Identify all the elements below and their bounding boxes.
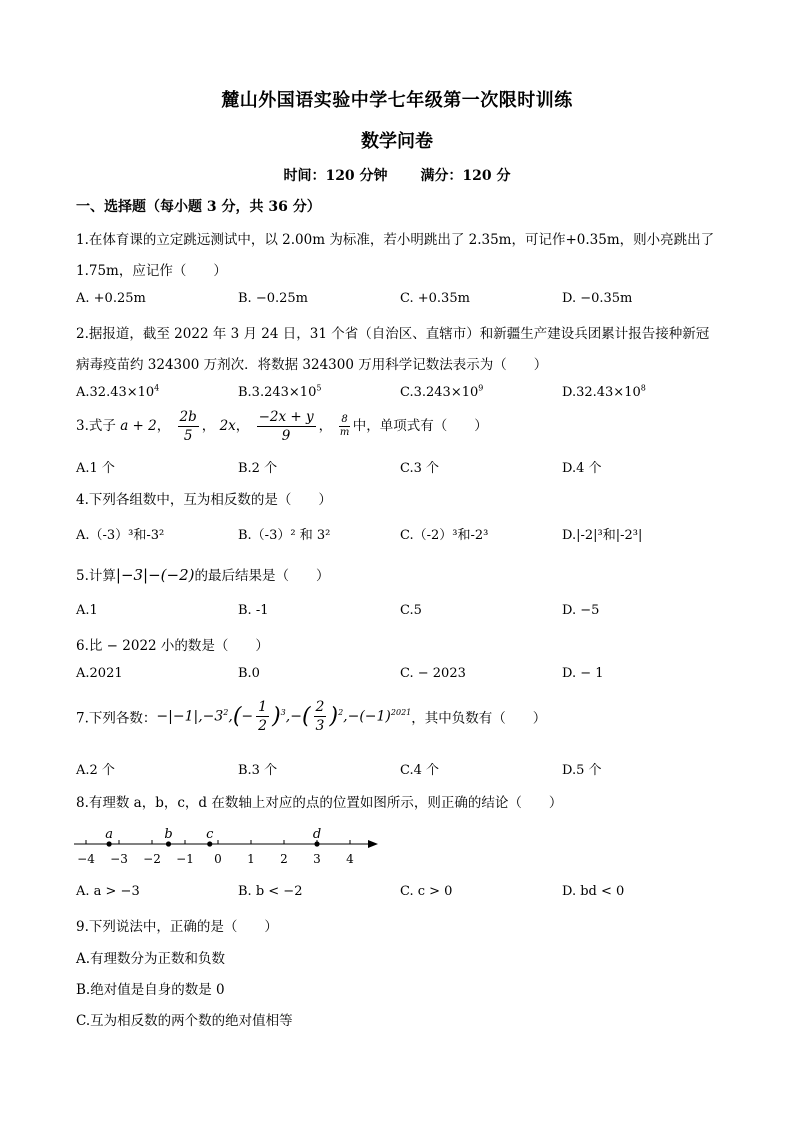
q8-option-a: A. a > −3 [76, 884, 140, 899]
q3-fraction-expr-over-9: $\frac{-2x + y}{9}$ [258, 409, 314, 444]
point-b [166, 841, 171, 846]
q1-stem-line2: 1.75m，应记作（ ） [76, 263, 227, 279]
tick-label: 0 [214, 852, 222, 866]
q2-option-a: $A.32.43\times 10^4$ [76, 383, 160, 400]
point-label-c: c [206, 827, 214, 842]
q1-option-b: B. −0.25m [238, 291, 308, 306]
q7-option-c: C.4 个 [400, 763, 440, 778]
q1-option-a: A. +0.25m [76, 291, 146, 306]
q4-option-b: B.（-3）² 和 3² [238, 528, 331, 543]
q2-option-d: $D.32.43\times 10^8$ [562, 383, 646, 400]
tick-label: −1 [176, 852, 194, 866]
q3-option-c: C.3 个 [400, 461, 440, 476]
q9-option-b: B.绝对值是自身的数是 0 [76, 982, 225, 998]
q8-option-d: D. bd < 0 [562, 884, 625, 899]
q3-option-a: A.1 个 [76, 461, 115, 476]
q1-stem-line1: 1.在体育课的立定跳远测试中，以 2.00m 为标准，若小明跳出了 2.35m，可记作+0.35m，则小亮跳出了 [76, 232, 715, 248]
q3-option-d: D.4 个 [562, 461, 602, 476]
q7-option-a: A.2 个 [76, 763, 115, 778]
tick-label: 3 [313, 852, 321, 866]
q3-stem: 3.式子 a + 2， $\frac{2b}{5}$ ， 2x， $\frac{-2x + y}{9}$ ， $\frac{8}{m}$ 中，单项式有（ ） [76, 409, 488, 444]
exam-subtitle: 数学问卷 [361, 131, 433, 152]
tick-label: 2 [280, 852, 288, 866]
q5-option-d: D. −5 [562, 603, 600, 618]
q5-expression: |−3|−(−2) [115, 566, 195, 584]
point-label-d: d [312, 827, 322, 842]
q7-option-d: D.5 个 [562, 763, 602, 778]
q7-stem: 7.下列各数：$-|-1|,-3^2,(-$ $\frac{1}{2}$ )$^3$,−( $\frac{2}{3}$ )$^2,-(-1)^{2021}$，其中负数有（ ） [76, 699, 547, 734]
exam-score: 满分：120 分 [420, 168, 511, 184]
q9-option-a: A.有理数分为正数和负数 [76, 951, 226, 967]
q6-option-d: D. − 1 [562, 666, 604, 681]
q8-number-line [70, 822, 390, 872]
q6-option-b: B.0 [238, 666, 260, 681]
tick-label: 4 [346, 852, 354, 866]
q2-option-b: $B.3.243\times 10^5$ [238, 383, 322, 400]
q5-stem: 5.计算|−3|−(−2)的最后结果是（ ） [76, 566, 330, 584]
q5-option-a: A.1 [76, 603, 98, 618]
q8-option-c: C. c > 0 [400, 884, 453, 899]
axis-arrow-icon [368, 840, 378, 848]
q8-option-b: B. b < −2 [238, 884, 303, 899]
point-a [107, 841, 112, 846]
q1-option-d: D. −0.35m [562, 291, 633, 306]
point-d [314, 841, 319, 846]
q8-stem: 8.有理数 a，b，c，d 在数轴上对应的点的位置如图所示，则正确的结论（ ） [76, 795, 563, 811]
exam-title: 麓山外国语实验中学七年级第一次限时训练 [221, 90, 573, 111]
q3-fraction-8-over-m: $\frac{8}{m}$ [339, 414, 350, 438]
q4-stem: 4.下列各组数中，互为相反数的是（ ） [76, 492, 332, 508]
q5-option-c: C.5 [400, 603, 422, 618]
q7-option-b: B.3 个 [238, 763, 278, 778]
q4-option-c: C.（-2）³和-2³ [400, 528, 489, 543]
section-heading: 一、选择题（每小题 3 分，共 36 分） [76, 199, 321, 215]
q3-fraction-2b-over-5: $\frac{2b}{5}$ [179, 409, 197, 444]
q5-option-b: B. -1 [238, 603, 269, 618]
q2-stem-line2: 病毒疫苗约 324300 万剂次．将数据 324300 万用科学记数法表示为（ ） [76, 357, 548, 373]
tick-label: 1 [247, 852, 255, 866]
point-label-a: a [105, 827, 113, 842]
q3-option-b: B.2 个 [238, 461, 278, 476]
exam-time: 时间：120 分钟 [283, 168, 388, 184]
q6-option-a: A.2021 [76, 666, 123, 681]
q9-option-c: C.互为相反数的两个数的绝对值相等 [76, 1013, 293, 1029]
q2-stem-line1: 2.据报道，截至 2022 年 3 月 24 日，31 个省（自治区、直辖市）和新疆生产建设兵团累计报告接种新冠 [76, 326, 710, 342]
tick-label: −4 [77, 852, 95, 866]
q6-stem: 6.比 − 2022 小的数是（ ） [76, 638, 269, 654]
q9-stem: 9.下列说法中，正确的是（ ） [76, 919, 278, 935]
exam-meta [0, 165, 794, 185]
q4-option-a: A.（-3）³和-3² [76, 528, 165, 543]
q4-option-d: D.|-2|³和|-2³| [562, 528, 643, 543]
tick-label: −2 [143, 852, 161, 866]
q7-expression: $-|-1|,-3^2,(-$ $\frac{1}{2}$ )$^3$,−( $\frac{2}{3}$ )$^2,-(-1)^{2021}$ [156, 699, 412, 734]
point-label-b: b [164, 827, 173, 842]
point-c [207, 841, 212, 846]
q2-option-c: $C.3.243\times 10^9$ [400, 383, 484, 400]
tick-label: −3 [110, 852, 128, 866]
q6-option-c: C. − 2023 [400, 666, 466, 681]
q1-option-c: C. +0.35m [400, 291, 470, 306]
